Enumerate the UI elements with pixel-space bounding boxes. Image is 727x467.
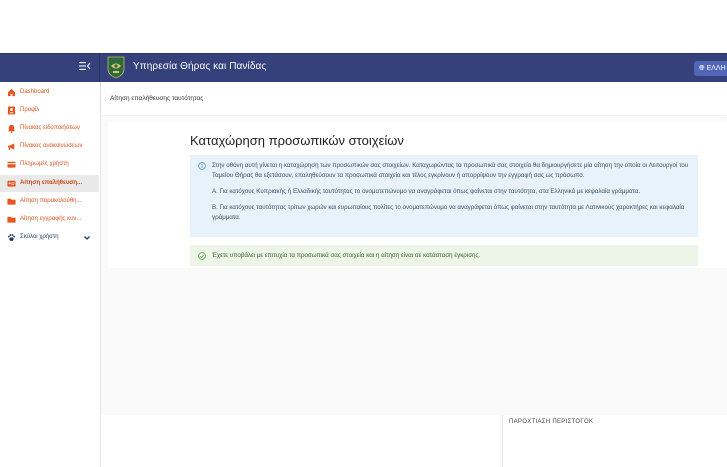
info-paragraph-intro: Στην οθόνη αυτή γίνεται η καταχώρηση των προσωπικών σας στοιχείων. Καταχωρώντας τα προσωπικά σας στοιχεία θα δημιουργήσετε μία αίτηση την οποία οι Λειτουργοί του Ταμείου Θήρας θα εξετάσουν, επαληθεύσουν τα προσωπικά στοιχεία και τέλος εγκρίνουν ή απορρίψουν την εγγραφή σας ως πρόσωπο. <box>212 162 689 179</box>
sidebar-item-label: Dashboard <box>20 89 50 95</box>
info-paragraph-b: Β. Για κατόχους ταυτότητας τρίτων χωρών και ευρωπαίους πολίτες το ονοματεπώνυμο να αναγράφεται όπως φαίνεται στην ταυτότητα με Λατινικούς χαρακτήρες και κεφαλαία γράμματα. <box>212 204 685 221</box>
paw-icon <box>7 233 16 242</box>
folder-icon <box>7 215 16 224</box>
sidebar-item-identity-verification[interactable] <box>0 175 99 192</box>
sidebar-item-announcements[interactable] <box>0 138 99 155</box>
sidebar-item-tracking-request[interactable] <box>0 193 99 210</box>
info-paragraph-a: Α. Για κατόχους Κυπριακής ή Ελλαδικής ταυτότητας το ονοματεπώνυμο να αναγράφεται όπως φαίνεται στην ταυτότητα, στα Ελληνικά με κεφαλαία γράμματα. <box>212 188 641 195</box>
sidebar-item-label: Πίνακας ανακοινώσεων <box>20 143 83 149</box>
sidebar-item-dashboard[interactable] <box>0 84 99 101</box>
top-app-bar <box>0 53 727 82</box>
info-alert <box>190 155 698 237</box>
info-text <box>212 161 692 229</box>
home-icon <box>7 88 16 97</box>
language-selector-button[interactable] <box>694 61 727 76</box>
topbar-divider <box>99 54 100 82</box>
megaphone-icon <box>7 142 16 151</box>
sidebar-item-notifications[interactable] <box>0 120 99 137</box>
success-message: Έχετε υποβάλει με επιτυχία τα προσωπικά σας στοιχεία και η αίτηση είναι σε κατάσταση έγκρισης. <box>212 252 481 259</box>
sidebar-item-label: Σκύλοι χρήστη <box>20 234 59 240</box>
sidebar-item-payments[interactable] <box>0 156 99 173</box>
sidebar <box>0 82 101 467</box>
breadcrumb-bar <box>101 82 727 115</box>
personal-details-card <box>108 122 727 268</box>
page-title: Καταχώρηση προσωπικών στοιχείων <box>190 133 404 148</box>
info-icon <box>198 162 206 170</box>
sidebar-item-user-dogs[interactable] <box>0 229 99 246</box>
bottom-panel-right <box>502 415 727 467</box>
id-card-icon <box>7 179 16 188</box>
sidebar-item-profile[interactable] <box>0 102 99 119</box>
service-logo <box>107 56 125 79</box>
sidebar-item-label: Πίνακας ειδοποιήσεων <box>20 125 80 131</box>
panel-heading-cut-off: ΠΑΡΟΧΤΙΑΣΗ ΠΕΡΙΣΤΟΓΟΚ <box>509 419 594 425</box>
chevron-down-icon[interactable] <box>83 234 91 242</box>
sidebar-item-label: Αίτηση εγγραφής κυν... <box>20 216 82 222</box>
sidebar-item-label: Προφίλ <box>20 107 40 113</box>
sidebar-item-dog-registration[interactable] <box>0 211 99 228</box>
payment-card-icon <box>7 160 16 169</box>
sidebar-item-label: Αίτηση παρακολούθη... <box>20 198 82 204</box>
sidebar-item-label: Πληρωμές χρήστη <box>20 161 69 167</box>
check-circle-icon <box>198 252 206 260</box>
breadcrumb: Αίτηση επαλήθευσης ταυτότητας <box>110 95 204 102</box>
profile-icon <box>7 106 16 115</box>
success-alert <box>190 245 698 266</box>
app-title: Υπηρεσία Θήρας και Πανίδας <box>133 61 267 72</box>
menu-collapse-icon-svg <box>79 61 91 71</box>
sidebar-item-label: Αίτηση επαλήθευση... <box>20 180 83 186</box>
globe-icon: 🌐︎ <box>699 65 705 72</box>
menu-collapse-icon[interactable] <box>78 61 92 75</box>
language-label: ΕΛΛΗ <box>706 65 726 72</box>
folder-icon <box>7 197 16 206</box>
bell-icon <box>7 124 16 133</box>
bottom-panel-left <box>101 415 499 467</box>
